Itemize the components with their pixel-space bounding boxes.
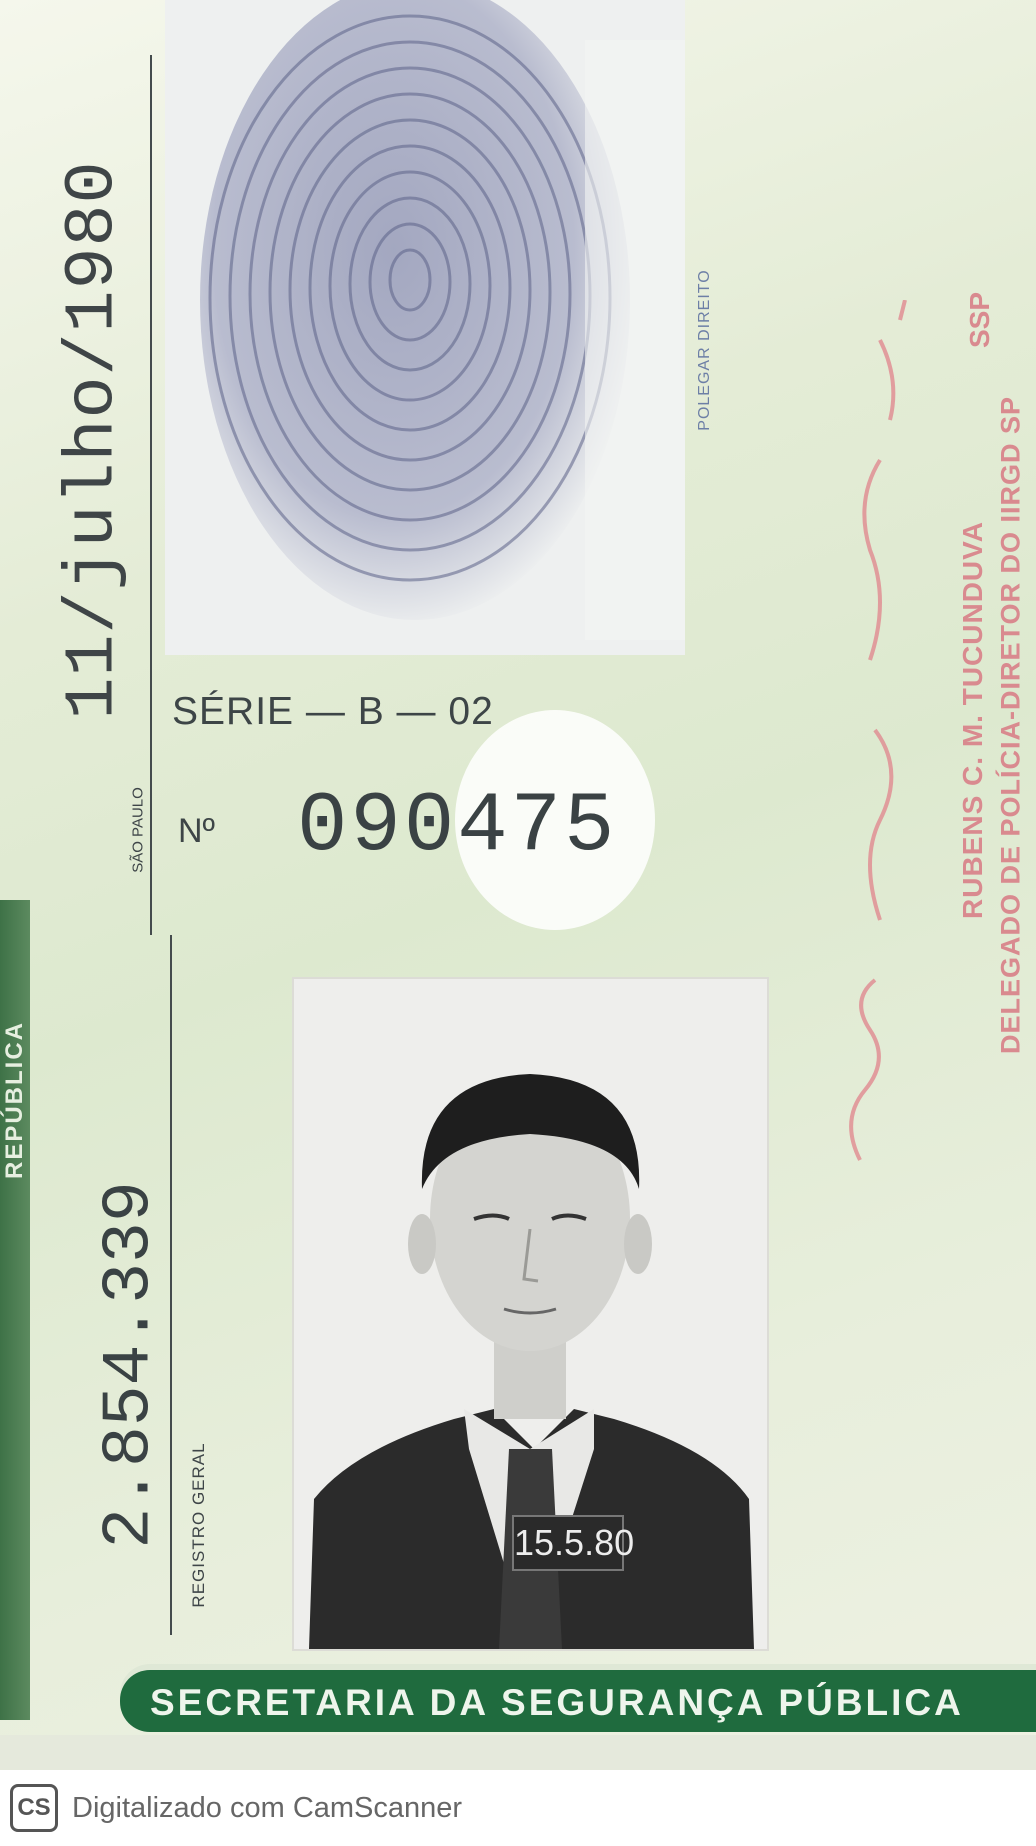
date-underline [150, 55, 152, 935]
republica-text: REPÚBLICA [1, 1020, 28, 1180]
thumbprint [165, 0, 685, 655]
registro-geral-label: REGISTRO GERAL [189, 1442, 208, 1608]
left-green-strip [0, 900, 30, 1720]
card-bottom-edge [0, 1735, 1036, 1770]
portrait-photo [292, 977, 769, 1651]
stamp-title: DELEGADO DE POLÍCIA-DIRETOR DO IIRGD SP [995, 395, 1025, 1055]
signature [820, 300, 930, 1200]
secretaria-banner: SECRETARIA DA SEGURANÇA PÚBLICA [120, 1670, 1036, 1732]
camscanner-logo-icon: CS [10, 1784, 58, 1832]
camscanner-text: Digitalizado com CamScanner [72, 1792, 463, 1824]
document-number: 090475 [297, 780, 618, 875]
numero-label: Nº [178, 812, 215, 850]
registro-geral-number: 2.854.339 [91, 1181, 169, 1549]
photo-date-stamp: 15.5.80 [512, 1515, 624, 1571]
thumb-label: POLEGAR DIREITO [696, 269, 713, 431]
issue-date: 11/julho/1980 [54, 160, 134, 720]
rg-underline [170, 935, 172, 1635]
issue-city: SÃO PAULO [129, 787, 147, 873]
scanner-footer [0, 1770, 1036, 1846]
stamp-ssp: SSP [964, 291, 995, 349]
fingerprint-icon [165, 0, 685, 655]
stamp-name: RUBENS C. M. TUCUNDUVA [956, 521, 988, 919]
serie-label: SÉRIE — B — 02 [172, 690, 494, 733]
